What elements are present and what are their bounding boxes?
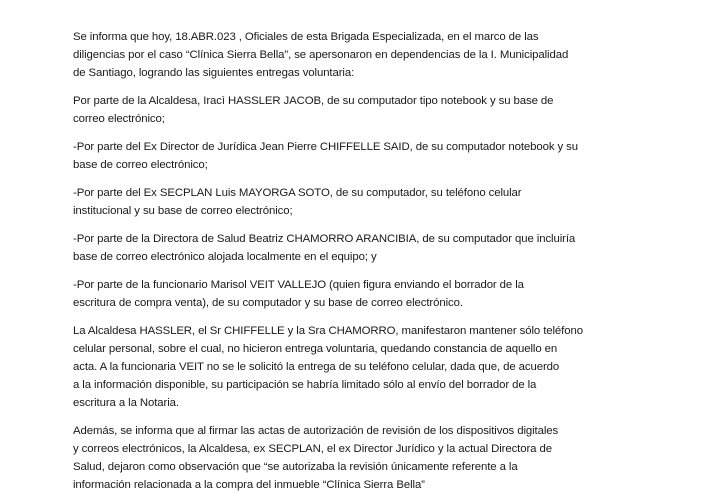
text-line: Se informa que hoy, 18.ABR.023 , Oficiales de esta Brigada Especializada, en el marco de las (73, 31, 539, 43)
text-line: escritura a la Notaria. (73, 397, 179, 409)
text-line: base de correo electrónico; (73, 159, 208, 171)
text-line: acta. A la funcionaria VEIT no se le solicitó la entrega de su teléfono celular, dada que, de acuerdo (73, 361, 560, 373)
text-line: La Alcaldesa HASSLER, el Sr CHIFFELLE y la Sra CHAMORRO, manifestaron mantener sólo teléfono (73, 325, 583, 337)
paragraph-ex-director-juridica (73, 138, 675, 174)
paragraph-directora-salud (73, 230, 675, 266)
text-line: Por parte de la Alcaldesa, Iracì HASSLER JACOB, de su computador tipo notebook y su base de (73, 95, 554, 107)
paragraph-telefonos (73, 322, 675, 412)
text-line: de Santiago, logrando las siguientes entregas voluntaria: (73, 67, 355, 79)
paragraph-funcionaria (73, 276, 675, 312)
text-line: -Por parte del Ex Director de Jurídica Jean Pierre CHIFFELLE SAID, de su computador notebook y su (73, 141, 579, 153)
text-line: -Por parte de la Directora de Salud Beatriz CHAMORRO ARANCIBIA, de su computador que incluiría (73, 233, 576, 245)
text-line: a la información disponible, su participación se habría limitado sólo al envío del borrador de la (73, 379, 537, 391)
paragraph-alcaldesa (73, 92, 675, 128)
text-line: base de correo electrónico alojada localmente en el equipo; y (73, 251, 377, 263)
paragraph-ex-secplan (73, 184, 675, 220)
text-line: Salud, dejaron como observación que “se autorizaba la revisión únicamente referente a la (73, 461, 518, 473)
text-line: información relacionada a la compra del inmueble “Clínica Sierra Bella” (73, 479, 425, 491)
text-line: -Por parte del Ex SECPLAN Luis MAYORGA SOTO, de su computador, su teléfono celular (73, 187, 522, 199)
text-line: diligencias por el caso “Clínica Sierra Bella”, se apersonaron en dependencias de la I. Municipalidad (73, 49, 569, 61)
text-line: -Por parte de la funcionario Marisol VEIT VALLEJO (quien figura enviando el borrador de la (73, 279, 524, 291)
text-line: escritura de compra venta), de su computador y su base de correo electrónico. (73, 297, 463, 309)
paragraph-observacion (73, 422, 675, 494)
text-line: correo electrónico; (73, 113, 165, 125)
text-line: institucional y su base de correo electrónico; (73, 205, 293, 217)
text-line: Además, se informa que al firmar las actas de autorización de revisión de los dispositivos digitales (73, 425, 559, 437)
text-line: y correos electrónicos, la Alcaldesa, ex SECPLAN, el ex Director Jurídico y la actual Directora de (73, 443, 552, 455)
paragraph-intro (73, 28, 675, 82)
text-line: celular personal, sobre el cual, no hicieron entrega voluntaria, quedando constancia de aquello en (73, 343, 558, 355)
